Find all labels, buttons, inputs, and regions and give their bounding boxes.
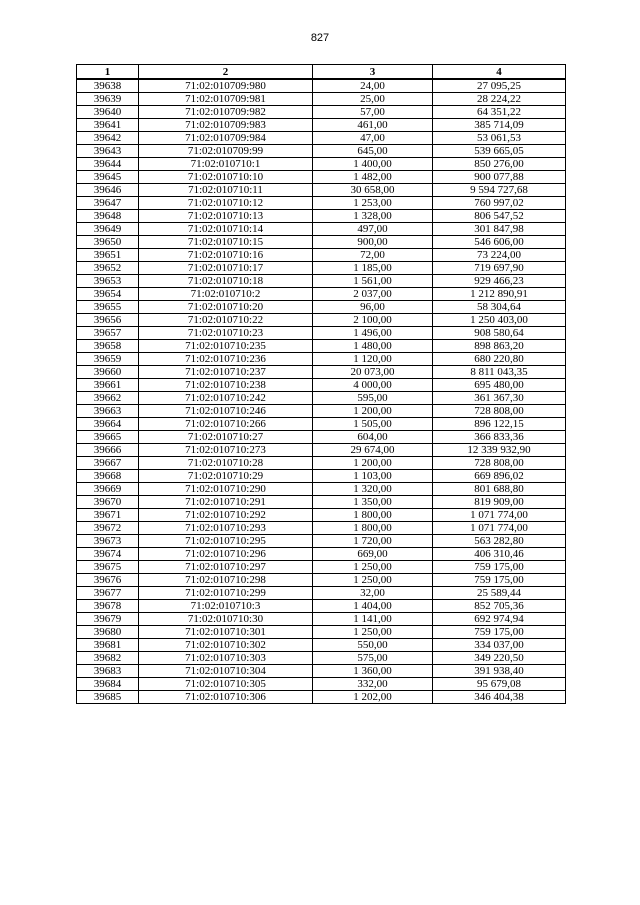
row-number-cell: 39682 bbox=[77, 652, 139, 665]
area-cell: 550,00 bbox=[313, 639, 433, 652]
table-row bbox=[77, 548, 566, 561]
row-number-cell: 39645 bbox=[77, 171, 139, 184]
value-cell: 301 847,98 bbox=[433, 223, 566, 236]
area-cell: 1 800,00 bbox=[313, 522, 433, 535]
value-cell: 908 580,64 bbox=[433, 327, 566, 340]
area-cell: 604,00 bbox=[313, 431, 433, 444]
table-row bbox=[77, 119, 566, 132]
value-cell: 1 212 890,91 bbox=[433, 288, 566, 301]
value-cell: 852 705,36 bbox=[433, 600, 566, 613]
cadastral-number-cell: 71:02:010710:295 bbox=[139, 535, 313, 548]
area-cell: 1 360,00 bbox=[313, 665, 433, 678]
cadastral-number-cell: 71:02:010710:2 bbox=[139, 288, 313, 301]
table-row bbox=[77, 223, 566, 236]
value-cell: 28 224,22 bbox=[433, 93, 566, 106]
row-number-cell: 39661 bbox=[77, 379, 139, 392]
area-cell: 29 674,00 bbox=[313, 444, 433, 457]
table-row bbox=[77, 574, 566, 587]
value-cell: 9 594 727,68 bbox=[433, 184, 566, 197]
cadastral-number-cell: 71:02:010710:242 bbox=[139, 392, 313, 405]
cadastral-number-cell: 71:02:010710:237 bbox=[139, 366, 313, 379]
table-row bbox=[77, 171, 566, 184]
table-row bbox=[77, 327, 566, 340]
cadastral-number-cell: 71:02:010709:984 bbox=[139, 132, 313, 145]
area-cell: 32,00 bbox=[313, 587, 433, 600]
table-row bbox=[77, 288, 566, 301]
cadastral-number-cell: 71:02:010710:16 bbox=[139, 249, 313, 262]
table-row bbox=[77, 184, 566, 197]
row-number-cell: 39655 bbox=[77, 301, 139, 314]
cadastral-number-cell: 71:02:010710:236 bbox=[139, 353, 313, 366]
area-cell: 1 800,00 bbox=[313, 509, 433, 522]
area-cell: 1 350,00 bbox=[313, 496, 433, 509]
row-number-cell: 39666 bbox=[77, 444, 139, 457]
value-cell: 728 808,00 bbox=[433, 457, 566, 470]
area-cell: 20 073,00 bbox=[313, 366, 433, 379]
cadastral-number-cell: 71:02:010710:296 bbox=[139, 548, 313, 561]
value-cell: 759 175,00 bbox=[433, 561, 566, 574]
table-row bbox=[77, 587, 566, 600]
cadastral-number-cell: 71:02:010710:303 bbox=[139, 652, 313, 665]
value-cell: 73 224,00 bbox=[433, 249, 566, 262]
table-row bbox=[77, 613, 566, 626]
row-number-cell: 39652 bbox=[77, 262, 139, 275]
cadastral-number-cell: 71:02:010710:235 bbox=[139, 340, 313, 353]
value-cell: 898 863,20 bbox=[433, 340, 566, 353]
cadastral-number-cell: 71:02:010710:238 bbox=[139, 379, 313, 392]
cadastral-number-cell: 71:02:010709:983 bbox=[139, 119, 313, 132]
row-number-cell: 39639 bbox=[77, 93, 139, 106]
row-number-cell: 39641 bbox=[77, 119, 139, 132]
area-cell: 645,00 bbox=[313, 145, 433, 158]
table-row bbox=[77, 431, 566, 444]
value-cell: 929 466,23 bbox=[433, 275, 566, 288]
table-row bbox=[77, 392, 566, 405]
cadastral-number-cell: 71:02:010710:17 bbox=[139, 262, 313, 275]
row-number-cell: 39649 bbox=[77, 223, 139, 236]
table-row bbox=[77, 106, 566, 119]
row-number-cell: 39683 bbox=[77, 665, 139, 678]
cadastral-number-cell: 71:02:010710:291 bbox=[139, 496, 313, 509]
row-number-cell: 39647 bbox=[77, 197, 139, 210]
row-number-cell: 39657 bbox=[77, 327, 139, 340]
cadastral-number-cell: 71:02:010710:28 bbox=[139, 457, 313, 470]
row-number-cell: 39658 bbox=[77, 340, 139, 353]
value-cell: 563 282,80 bbox=[433, 535, 566, 548]
table-row bbox=[77, 340, 566, 353]
value-cell: 366 833,36 bbox=[433, 431, 566, 444]
row-number-cell: 39643 bbox=[77, 145, 139, 158]
table-row bbox=[77, 210, 566, 223]
row-number-cell: 39684 bbox=[77, 678, 139, 691]
table-body bbox=[77, 79, 566, 704]
value-cell: 391 938,40 bbox=[433, 665, 566, 678]
table-row bbox=[77, 652, 566, 665]
cadastral-number-cell: 71:02:010710:23 bbox=[139, 327, 313, 340]
table-row bbox=[77, 535, 566, 548]
cadastral-number-cell: 71:02:010709:981 bbox=[139, 93, 313, 106]
value-cell: 850 276,00 bbox=[433, 158, 566, 171]
value-cell: 27 095,25 bbox=[433, 79, 566, 93]
table-row bbox=[77, 301, 566, 314]
row-number-cell: 39669 bbox=[77, 483, 139, 496]
cadastral-number-cell: 71:02:010709:982 bbox=[139, 106, 313, 119]
row-number-cell: 39654 bbox=[77, 288, 139, 301]
row-number-cell: 39650 bbox=[77, 236, 139, 249]
row-number-cell: 39653 bbox=[77, 275, 139, 288]
area-cell: 24,00 bbox=[313, 79, 433, 93]
area-cell: 669,00 bbox=[313, 548, 433, 561]
row-number-cell: 39663 bbox=[77, 405, 139, 418]
table-row bbox=[77, 691, 566, 704]
table-row bbox=[77, 496, 566, 509]
area-cell: 1 561,00 bbox=[313, 275, 433, 288]
cadastral-number-cell: 71:02:010710:292 bbox=[139, 509, 313, 522]
row-number-cell: 39685 bbox=[77, 691, 139, 704]
cadastral-number-cell: 71:02:010710:266 bbox=[139, 418, 313, 431]
area-cell: 1 482,00 bbox=[313, 171, 433, 184]
value-cell: 349 220,50 bbox=[433, 652, 566, 665]
row-number-cell: 39659 bbox=[77, 353, 139, 366]
area-cell: 1 120,00 bbox=[313, 353, 433, 366]
value-cell: 58 304,64 bbox=[433, 301, 566, 314]
value-cell: 25 589,44 bbox=[433, 587, 566, 600]
cadastral-number-cell: 71:02:010709:99 bbox=[139, 145, 313, 158]
cadastral-number-cell: 71:02:010710:3 bbox=[139, 600, 313, 613]
row-number-cell: 39644 bbox=[77, 158, 139, 171]
value-cell: 385 714,09 bbox=[433, 119, 566, 132]
value-cell: 760 997,02 bbox=[433, 197, 566, 210]
row-number-cell: 39642 bbox=[77, 132, 139, 145]
area-cell: 1 505,00 bbox=[313, 418, 433, 431]
table-row bbox=[77, 639, 566, 652]
value-cell: 1 250 403,00 bbox=[433, 314, 566, 327]
cadastral-number-cell: 71:02:010710:10 bbox=[139, 171, 313, 184]
table-row bbox=[77, 600, 566, 613]
cadastral-number-cell: 71:02:010710:13 bbox=[139, 210, 313, 223]
table-row bbox=[77, 262, 566, 275]
cadastral-number-cell: 71:02:010710:1 bbox=[139, 158, 313, 171]
column-header-4: 4 bbox=[433, 65, 566, 80]
table-row bbox=[77, 470, 566, 483]
page-number: 827 bbox=[310, 32, 330, 44]
area-cell: 96,00 bbox=[313, 301, 433, 314]
table-row bbox=[77, 561, 566, 574]
value-cell: 334 037,00 bbox=[433, 639, 566, 652]
cadastral-number-cell: 71:02:010709:980 bbox=[139, 79, 313, 93]
value-cell: 539 665,05 bbox=[433, 145, 566, 158]
table-row bbox=[77, 457, 566, 470]
table-row bbox=[77, 626, 566, 639]
column-header-1: 1 bbox=[77, 65, 139, 80]
table-row bbox=[77, 522, 566, 535]
area-cell: 1 185,00 bbox=[313, 262, 433, 275]
column-header-2: 2 bbox=[139, 65, 313, 80]
value-cell: 695 480,00 bbox=[433, 379, 566, 392]
row-number-cell: 39646 bbox=[77, 184, 139, 197]
value-cell: 680 220,80 bbox=[433, 353, 566, 366]
area-cell: 1 250,00 bbox=[313, 626, 433, 639]
value-cell: 8 811 043,35 bbox=[433, 366, 566, 379]
row-number-cell: 39671 bbox=[77, 509, 139, 522]
cadastral-number-cell: 71:02:010710:30 bbox=[139, 613, 313, 626]
table-row bbox=[77, 275, 566, 288]
area-cell: 1 400,00 bbox=[313, 158, 433, 171]
table-row bbox=[77, 483, 566, 496]
area-cell: 900,00 bbox=[313, 236, 433, 249]
value-cell: 406 310,46 bbox=[433, 548, 566, 561]
value-cell: 819 909,00 bbox=[433, 496, 566, 509]
cadastral-number-cell: 71:02:010710:20 bbox=[139, 301, 313, 314]
area-cell: 1 200,00 bbox=[313, 405, 433, 418]
cadastral-number-cell: 71:02:010710:15 bbox=[139, 236, 313, 249]
area-cell: 30 658,00 bbox=[313, 184, 433, 197]
value-cell: 728 808,00 bbox=[433, 405, 566, 418]
value-cell: 95 679,08 bbox=[433, 678, 566, 691]
table-row bbox=[77, 379, 566, 392]
table-row bbox=[77, 158, 566, 171]
cadastral-number-cell: 71:02:010710:299 bbox=[139, 587, 313, 600]
area-cell: 1 496,00 bbox=[313, 327, 433, 340]
table-row bbox=[77, 405, 566, 418]
cadastral-number-cell: 71:02:010710:297 bbox=[139, 561, 313, 574]
cadastral-number-cell: 71:02:010710:246 bbox=[139, 405, 313, 418]
table-row bbox=[77, 353, 566, 366]
value-cell: 64 351,22 bbox=[433, 106, 566, 119]
table-row bbox=[77, 145, 566, 158]
cadastral-number-cell: 71:02:010710:304 bbox=[139, 665, 313, 678]
cadastral-number-cell: 71:02:010710:273 bbox=[139, 444, 313, 457]
table-row bbox=[77, 236, 566, 249]
area-cell: 72,00 bbox=[313, 249, 433, 262]
row-number-cell: 39660 bbox=[77, 366, 139, 379]
table-row bbox=[77, 665, 566, 678]
area-cell: 1 202,00 bbox=[313, 691, 433, 704]
row-number-cell: 39673 bbox=[77, 535, 139, 548]
table-row bbox=[77, 249, 566, 262]
value-cell: 361 367,30 bbox=[433, 392, 566, 405]
data-table bbox=[76, 64, 566, 704]
value-cell: 546 606,00 bbox=[433, 236, 566, 249]
area-cell: 1 320,00 bbox=[313, 483, 433, 496]
cadastral-number-cell: 71:02:010710:18 bbox=[139, 275, 313, 288]
row-number-cell: 39640 bbox=[77, 106, 139, 119]
area-cell: 1 328,00 bbox=[313, 210, 433, 223]
cadastral-number-cell: 71:02:010710:22 bbox=[139, 314, 313, 327]
row-number-cell: 39677 bbox=[77, 587, 139, 600]
area-cell: 4 000,00 bbox=[313, 379, 433, 392]
area-cell: 1 200,00 bbox=[313, 457, 433, 470]
area-cell: 1 103,00 bbox=[313, 470, 433, 483]
cadastral-number-cell: 71:02:010710:302 bbox=[139, 639, 313, 652]
area-cell: 1 141,00 bbox=[313, 613, 433, 626]
table-row bbox=[77, 509, 566, 522]
table-header-row bbox=[77, 65, 566, 80]
cadastral-number-cell: 71:02:010710:301 bbox=[139, 626, 313, 639]
row-number-cell: 39665 bbox=[77, 431, 139, 444]
value-cell: 896 122,15 bbox=[433, 418, 566, 431]
table-row bbox=[77, 93, 566, 106]
row-number-cell: 39675 bbox=[77, 561, 139, 574]
area-cell: 25,00 bbox=[313, 93, 433, 106]
value-cell: 1 071 774,00 bbox=[433, 509, 566, 522]
cadastral-number-cell: 71:02:010710:305 bbox=[139, 678, 313, 691]
area-cell: 575,00 bbox=[313, 652, 433, 665]
area-cell: 595,00 bbox=[313, 392, 433, 405]
table-row bbox=[77, 132, 566, 145]
cadastral-number-cell: 71:02:010710:12 bbox=[139, 197, 313, 210]
row-number-cell: 39662 bbox=[77, 392, 139, 405]
area-cell: 2 037,00 bbox=[313, 288, 433, 301]
area-cell: 1 250,00 bbox=[313, 561, 433, 574]
cadastral-number-cell: 71:02:010710:293 bbox=[139, 522, 313, 535]
value-cell: 692 974,94 bbox=[433, 613, 566, 626]
area-cell: 1 404,00 bbox=[313, 600, 433, 613]
row-number-cell: 39679 bbox=[77, 613, 139, 626]
table-row bbox=[77, 197, 566, 210]
area-cell: 2 100,00 bbox=[313, 314, 433, 327]
row-number-cell: 39668 bbox=[77, 470, 139, 483]
row-number-cell: 39672 bbox=[77, 522, 139, 535]
table-row bbox=[77, 79, 566, 93]
row-number-cell: 39664 bbox=[77, 418, 139, 431]
cadastral-number-cell: 71:02:010710:14 bbox=[139, 223, 313, 236]
cadastral-number-cell: 71:02:010710:306 bbox=[139, 691, 313, 704]
table-header bbox=[77, 65, 566, 80]
row-number-cell: 39648 bbox=[77, 210, 139, 223]
column-header-3: 3 bbox=[313, 65, 433, 80]
table-row bbox=[77, 678, 566, 691]
value-cell: 1 071 774,00 bbox=[433, 522, 566, 535]
area-cell: 461,00 bbox=[313, 119, 433, 132]
cadastral-number-cell: 71:02:010710:11 bbox=[139, 184, 313, 197]
value-cell: 346 404,38 bbox=[433, 691, 566, 704]
value-cell: 759 175,00 bbox=[433, 574, 566, 587]
row-number-cell: 39680 bbox=[77, 626, 139, 639]
area-cell: 497,00 bbox=[313, 223, 433, 236]
area-cell: 57,00 bbox=[313, 106, 433, 119]
row-number-cell: 39651 bbox=[77, 249, 139, 262]
area-cell: 1 253,00 bbox=[313, 197, 433, 210]
cadastral-number-cell: 71:02:010710:290 bbox=[139, 483, 313, 496]
row-number-cell: 39667 bbox=[77, 457, 139, 470]
row-number-cell: 39638 bbox=[77, 79, 139, 93]
row-number-cell: 39676 bbox=[77, 574, 139, 587]
cadastral-number-cell: 71:02:010710:29 bbox=[139, 470, 313, 483]
value-cell: 759 175,00 bbox=[433, 626, 566, 639]
area-cell: 47,00 bbox=[313, 132, 433, 145]
area-cell: 1 720,00 bbox=[313, 535, 433, 548]
row-number-cell: 39674 bbox=[77, 548, 139, 561]
table-row bbox=[77, 366, 566, 379]
value-cell: 900 077,88 bbox=[433, 171, 566, 184]
row-number-cell: 39670 bbox=[77, 496, 139, 509]
value-cell: 53 061,53 bbox=[433, 132, 566, 145]
area-cell: 1 480,00 bbox=[313, 340, 433, 353]
area-cell: 1 250,00 bbox=[313, 574, 433, 587]
table-row bbox=[77, 444, 566, 457]
cadastral-number-cell: 71:02:010710:27 bbox=[139, 431, 313, 444]
table-row bbox=[77, 314, 566, 327]
table-row bbox=[77, 418, 566, 431]
value-cell: 12 339 932,90 bbox=[433, 444, 566, 457]
value-cell: 669 896,02 bbox=[433, 470, 566, 483]
row-number-cell: 39656 bbox=[77, 314, 139, 327]
area-cell: 332,00 bbox=[313, 678, 433, 691]
cadastral-number-cell: 71:02:010710:298 bbox=[139, 574, 313, 587]
value-cell: 806 547,52 bbox=[433, 210, 566, 223]
value-cell: 801 688,80 bbox=[433, 483, 566, 496]
value-cell: 719 697,90 bbox=[433, 262, 566, 275]
row-number-cell: 39681 bbox=[77, 639, 139, 652]
row-number-cell: 39678 bbox=[77, 600, 139, 613]
